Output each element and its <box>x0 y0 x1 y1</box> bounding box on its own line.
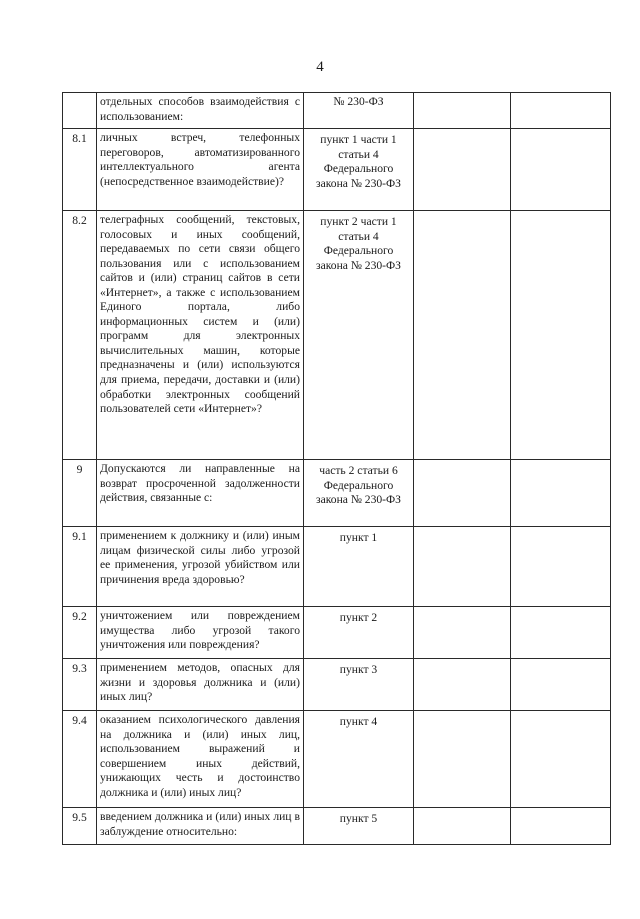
row-number: 9.1 <box>63 527 97 607</box>
note-cell[interactable] <box>511 93 611 129</box>
legal-reference: пункт 1 <box>304 527 414 607</box>
legal-reference: пункт 3 <box>304 659 414 711</box>
table-row <box>63 659 611 711</box>
note-cell[interactable] <box>511 129 611 211</box>
note-cell[interactable] <box>511 659 611 711</box>
row-number: 8.2 <box>63 211 97 460</box>
table-row <box>63 808 611 845</box>
question-text: оказанием психологического давления на должника и (или) иных лиц, использованием выражений и совершением иных действий, унижающих честь и достоинство должника и (или) иных лиц? <box>97 711 304 808</box>
note-cell[interactable] <box>511 527 611 607</box>
question-text: уничтожением или повреждением имущества либо угрозой такого уничтожения или повреждения? <box>97 607 304 659</box>
answer-cell[interactable] <box>414 460 511 527</box>
answer-cell[interactable] <box>414 808 511 845</box>
question-text: применением методов, опасных для жизни и здоровья должника и (или) иных лиц? <box>97 659 304 711</box>
table-row <box>63 93 611 129</box>
checklist-table <box>62 92 611 845</box>
page-number: 4 <box>316 59 324 75</box>
answer-cell[interactable] <box>414 659 511 711</box>
question-text: введением должника и (или) иных лиц в заблуждение относительно: <box>97 808 304 845</box>
answer-cell[interactable] <box>414 129 511 211</box>
table-row <box>63 211 611 460</box>
legal-reference: пункт 5 <box>304 808 414 845</box>
question-text: телеграфных сообщений, текстовых, голосовых и иных сообщений, передаваемых по сети связи общего пользования или с использованием сайтов и (или) страниц сайтов в сети «Интернет», а также с использованием Единого портала, либо информационных систем и (или) программ для электронных вычислительных машин, которые предназначены и (или) используются для приема, передачи, доставки и (или) обработки электронных сообщений пользователей сети «Интернет»? <box>97 211 304 460</box>
table-row <box>63 129 611 211</box>
legal-reference: № 230-ФЗ <box>304 93 414 129</box>
question-text: Допускаются ли направленные на возврат просроченной задолженности действия, связанные с: <box>97 460 304 527</box>
note-cell[interactable] <box>511 711 611 808</box>
answer-cell[interactable] <box>414 527 511 607</box>
table-row <box>63 527 611 607</box>
answer-cell[interactable] <box>414 211 511 460</box>
legal-reference: пункт 1 части 1 статьи 4 Федерального закона № 230-ФЗ <box>304 129 414 211</box>
legal-reference: пункт 2 <box>304 607 414 659</box>
table-row <box>63 711 611 808</box>
row-number <box>63 93 97 129</box>
note-cell[interactable] <box>511 211 611 460</box>
note-cell[interactable] <box>511 460 611 527</box>
legal-reference: пункт 2 части 1 статьи 4 Федерального закона № 230-ФЗ <box>304 211 414 460</box>
question-text: личных встреч, телефонных переговоров, автоматизированного интеллектуального агента (непосредственное взаимодействие)? <box>97 129 304 211</box>
question-text: отдельных способов взаимодействия с использованием: <box>97 93 304 129</box>
legal-reference: часть 2 статьи 6 Федерального закона № 230-ФЗ <box>304 460 414 527</box>
table-row <box>63 607 611 659</box>
table-row <box>63 460 611 527</box>
row-number: 9.3 <box>63 659 97 711</box>
legal-reference: пункт 4 <box>304 711 414 808</box>
answer-cell[interactable] <box>414 607 511 659</box>
answer-cell[interactable] <box>414 711 511 808</box>
note-cell[interactable] <box>511 808 611 845</box>
question-text: применением к должнику и (или) иным лицам физической силы либо угрозой ее применения, угрозой убийством или причинения вреда здоровью? <box>97 527 304 607</box>
note-cell[interactable] <box>511 607 611 659</box>
row-number: 9.5 <box>63 808 97 845</box>
row-number: 9.2 <box>63 607 97 659</box>
answer-cell[interactable] <box>414 93 511 129</box>
row-number: 8.1 <box>63 129 97 211</box>
row-number: 9.4 <box>63 711 97 808</box>
row-number: 9 <box>63 460 97 527</box>
